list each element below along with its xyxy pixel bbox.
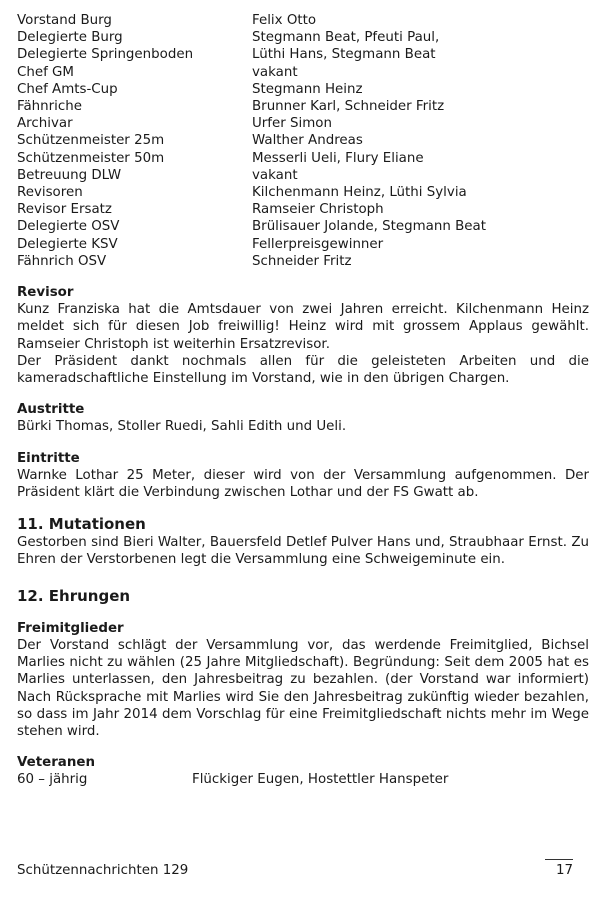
heading-eintritte: Eintritte — [17, 450, 80, 466]
section-freimitglieder — [17, 620, 589, 740]
section-veteranen — [17, 754, 589, 788]
role-holder: Brülisauer Jolande, Stegmann Beat — [252, 219, 486, 235]
austritte-text: Bürki Thomas, Stoller Ruedi, Sahli Edith und Ueli. — [17, 419, 347, 435]
role-holder: Kilchenmann Heinz, Lüthi Sylvia — [252, 185, 467, 201]
role-label: Delegierte OSV — [17, 219, 120, 235]
section-revisor — [17, 284, 589, 387]
page-number: 17 — [555, 863, 573, 878]
eintritte-text: Warnke Lothar 25 Meter, dieser wird von der Versammlung aufgenommen. Der Präsident klärt die Verbindung zwischen Lothar und der FS Gwatt ab. — [17, 467, 589, 501]
role-label: Revisor Ersatz — [17, 202, 112, 218]
role-label: Chef GM — [17, 64, 74, 80]
role-holder: Ramseier Christoph — [252, 202, 384, 218]
veteranen-names: Flückiger Eugen, Hostettler Hanspeter — [192, 772, 449, 788]
role-label: Fähnriche — [17, 99, 82, 115]
heading-veteranen: Veteranen — [17, 755, 95, 771]
section-austritte — [17, 401, 589, 435]
role-label: Vorstand Burg — [17, 13, 112, 28]
footer-publication: Schützennachrichten 129 — [17, 863, 189, 878]
section-ehrungen — [17, 587, 589, 606]
role-label: Delegierte Springenboden — [17, 47, 194, 63]
role-holder: Stegmann Heinz — [252, 81, 363, 97]
role-holder: Brunner Karl, Schneider Fritz — [252, 99, 445, 115]
heading-freimitglieder: Freimitglieder — [17, 620, 124, 636]
role-holder: vakant — [252, 167, 298, 183]
mutationen-text: Gestorben sind Bieri Walter, Bauersfeld Detlef Pulver Hans und, Straubhaar Ernst. Zu Ehren der Verstorbenen legt die Versammlung eine Schweigeminute ein. — [17, 535, 589, 568]
footer-rule — [545, 859, 573, 860]
role-label: Schützenmeister 50m — [17, 150, 165, 166]
role-label: Betreuung DLW — [17, 167, 122, 183]
role-holder: Messerli Ueli, Flury Eliane — [252, 150, 424, 166]
heading-austritte: Austritte — [17, 402, 85, 418]
veteranen-age: 60 – jährig — [17, 772, 88, 788]
veteranen-row — [17, 771, 589, 788]
role-label: Archivar — [17, 116, 73, 132]
revisor-text-2: Der Präsident dankt nochmals allen für die geleisteten Arbeiten und die kameradschaftliche Einstellung im Vorstand, wie in den übrigen Chargen. — [17, 353, 589, 387]
freimitglieder-text: Der Vorstand schlägt der Versammlung vor, das werdende Freimitglied, Bichsel Marlies nicht zu wählen (25 Jahre Mitgliedschaft). Begründung: Seit dem 2005 hat es Marlies unterlassen, den Jahresbeitrag zu bezahlen. (der Vorstand war informiert) Nach Rücksprache mit Marlies wird Sie den Jahresbeitrag zukünftig wieder bezahlen, so dass im Jahr 2014 dem Vorschlag für eine Freimitgliedschaft nichts mehr im Wege stehen wird. — [17, 637, 589, 739]
heading-revisor: Revisor — [17, 285, 74, 301]
heading-mutationen: 11. Mutationen — [17, 515, 146, 534]
role-label: Delegierte KSV — [17, 236, 118, 252]
role-holder: Walther Andreas — [252, 133, 363, 149]
role-label: Fähnrich OSV — [17, 253, 107, 269]
role-holder: Lüthi Hans, Stegmann Beat — [252, 47, 436, 63]
role-holder: vakant — [252, 64, 298, 80]
document-page — [17, 12, 589, 789]
role-holder: Urfer Simon — [252, 116, 332, 132]
roles-list — [17, 12, 589, 270]
section-eintritte — [17, 450, 589, 502]
role-label: Delegierte Burg — [17, 30, 123, 46]
revisor-text: Kunz Franziska hat die Amtsdauer von zwei Jahren erreicht. Kilchenmann Heinz meldet sich für diesen Job freiwillig! Heinz wird mit grossem Applaus gewählt. Ramseier Christoph ist weiterhin Ersatzrevisor. — [17, 302, 589, 352]
role-holder: Fellerpreisgewinner — [252, 236, 384, 252]
role-holder: Stegmann Beat, Pfeuti Paul, — [252, 30, 440, 46]
heading-ehrungen: 12. Ehrungen — [17, 586, 131, 605]
role-label: Schützenmeister 25m — [17, 133, 165, 149]
section-mutationen — [17, 515, 589, 568]
role-holder: Felix Otto — [252, 13, 317, 28]
role-holder: Schneider Fritz — [252, 253, 352, 269]
role-label: Revisoren — [17, 185, 83, 201]
role-label: Chef Amts-Cup — [17, 81, 118, 97]
